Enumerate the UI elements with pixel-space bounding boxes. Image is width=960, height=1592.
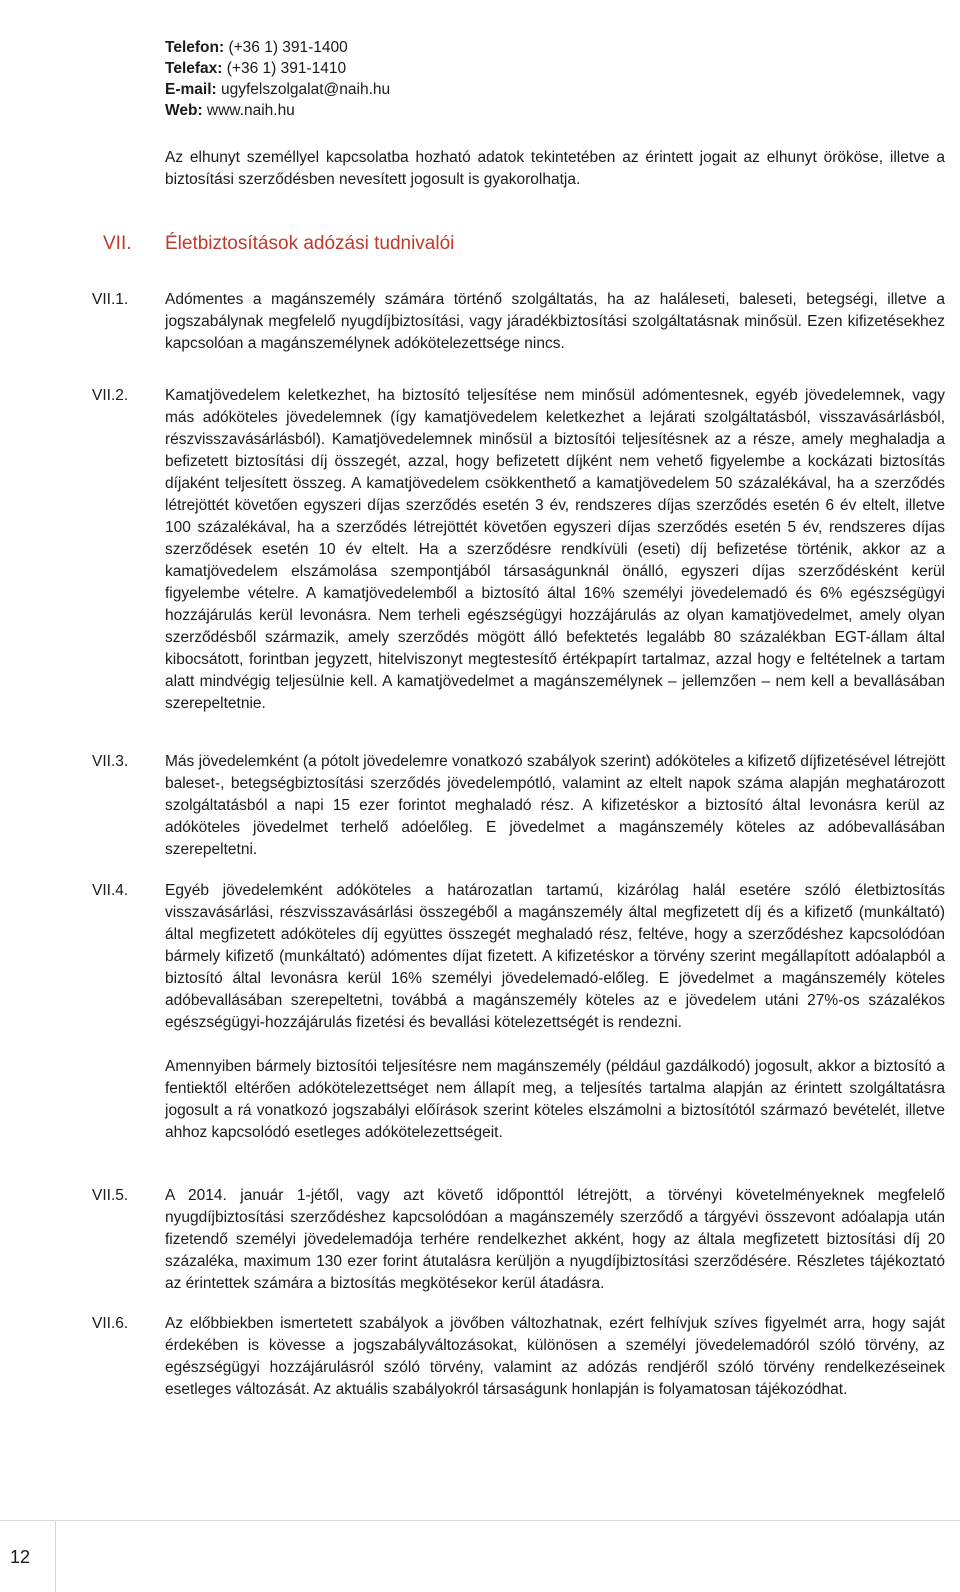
item-number: VII.3. [92,753,129,770]
item-number: VII.4. [92,882,129,899]
item-paragraph: Kamatjövedelem keletkezhet, ha biztosító teljesítése nem minősül adómentesnek, egyéb jövedelemnek, vagy más adóköteles jövedelemnek (így kamatjövedelem keletkezhet a lejárati szolgáltatásból, visszavásárlásból, részvisszavásárlásból). Kamatjövedelemnek minősül a biztosítói teljesítésnek az a része, amely meghaladja a befizetett biztosítási díj összegét, azzal, hogy befizetett díjként nem vehető figyelembe a kockázati biztosítás díjaként teljesített összeg. A kamatjövedelem csökkenthető a kamatjövedelem 50 százalékával, ha a szerződés létrejöttét követően egyszeri díjas szerződés esetén 3 év, rendszeres díjas szerződés esetén 6 év eltelt, illetve 100 százalékával, ha a szerződés létrejöttét követően egyszeri díjas szerződés esetén 5 év, rendszeres díjas szerződések esetén 10 év eltelt. Ha a szerződésre rendkívüli (eseti) díj befizetése történik, akkor az a kamatjövedelem elszámolása szempontjából társaságunknál önálló, egyszeri díjas szerződésként kerül figyelembe vételre. A kamatjövedelemből a biztosító által 16% személyi jövedelemadó és 6% egészségügyi hozzájárulás kerül levonásra. Nem terheli egészségügyi hozzájárulás az olyan kamatjövedelmet, amely olyan szerződésből származik, amely szerződés mögött álló befektetés legalább 80 százalékban EGT-állam által kibocsátott, forintban jegyzett, hitelviszonyt megtestesítő értékpapírt tartalmaz, azzal hogy e feltételnek a tartam alatt mindvégig teljesülnie kell. A kamatjövedelmet a magánszemélynek – jellemzően – nem kell a bevallásában szerepeltetnie. [165,387,945,712]
item-number: VII.2. [92,387,129,404]
item-text [165,289,945,355]
footer-divider [0,1520,960,1521]
item-number: VII.5. [92,1187,129,1204]
item-paragraph: Az előbbiekben ismertetett szabályok a jövőben változhatnak, ezért felhívjuk szíves figyelmét arra, hogy saját érdekében is kövesse a jogszabályváltozásokat, különösen a személyi jövedelemadóról szóló törvény, az egészségügyi hozzájárulásról szóló törvény, valamint az adózás rendjéről szóló törvény rendelkezéseinek esetleges változását. Az aktuális szabályokról társaságunk honlapján is folyamatosan tájékozódhat. [165,1315,945,1398]
section-title: Életbiztosítások adózási tudnivalói [165,233,455,254]
intro-paragraph: Az elhunyt személlyel kapcsolatba hozható adatok tekintetében az érintett jogait az elhunyt örököse, illetve a biztosítási szerződésben nevesített jogosult is gyakorolhatja. [165,149,945,188]
item-text [165,1185,945,1295]
item-text [165,751,945,861]
contact-phone: Telefon: (+36 1) 391-1400 [165,39,348,56]
item-number: VII.1. [92,291,129,308]
contact-web: Web: www.naih.hu [165,102,295,119]
section-number: VII. [103,233,132,254]
item-text [165,880,945,1144]
item-text [165,385,945,715]
contact-email: E-mail: ugyfelszolgalat@naih.hu [165,81,391,98]
contact-fax: Telefax: (+36 1) 391-1410 [165,60,347,77]
contact-block [165,37,390,121]
item-paragraph: Egyéb jövedelemként adóköteles a határozatlan tartamú, kizárólag halál esetére szóló életbiztosítás visszavásárlási, részvisszavásárlási összegéből a magánszemély által megfizetett díj és a kifizető (munkáltató) által megfizetett adóköteles díj együttes összegét meghaladó rész, feltéve, hogy a szerződéshez kapcsolódóan bármely kifizető (munkáltató) adómentes díjat fizetett. A kifizetéskor a törvény szerint megállapított adóalapból a biztosító által levonásra kerül 16% személyi jövedelemadó-előleg. E jövedelmet a magánszemély köteles adóbevallásában szerepeltetni, továbbá a magánszemély köteles az e jövedelem utáni 27%-os százalékos egészségügyi-hozzájárulás fizetési és bevallási kötelezettségét is rendezni. [165,882,945,1031]
page-number: 12 [10,1547,31,1567]
item-paragraph: Amennyiben bármely biztosítói teljesítésre nem magánszemély (például gazdálkodó) jogosult, akkor a biztosító a fentiektől eltérően adókötelezettséget nem állapít meg, a teljesítés tartalma alapján az érintett szolgáltatásra jogosult a rá vonatkozó jogszabályi előírások szerint köteles elszámolni a biztosítótól származó bevételét, illetve ahhoz kapcsolódó esetleges adókötelezettségeit. [165,1058,945,1141]
item-number: VII.6. [92,1315,129,1332]
item-paragraph: Más jövedelemként (a pótolt jövedelemre vonatkozó szabályok szerint) adóköteles a kifizető díjfizetésével létrejött baleset-, betegségbiztosítási szerződés jövedelempótló, valamint az eltelt napok száma alapján meghatározott szolgáltatásból a napi 15 ezer forintot meghaladó rész. A kifizetéskor a biztosító által levonásra kerül az adóköteles jövedelmet terhelő adóelőleg. E jövedelmet a magánszemély köteles az adóbevallásában szerepeltetni. [165,753,945,858]
item-text [165,1313,945,1401]
footer-vertical-divider [55,1520,56,1592]
item-paragraph: Adómentes a magánszemély számára történő szolgáltatás, ha az haláleseti, baleseti, betegségi, illetve a jogszabálynak megfelelő nyugdíjbiztosítási, vagy járadékbiztosítási szolgáltatásnak minősül. Ezen kifizetésekhez kapcsolóan a magánszemélynek adókötelezettsége nincs. [165,291,945,352]
item-paragraph: A 2014. január 1-jétől, vagy azt követő időponttól létrejött, a törvényi követelményeknek megfelelő nyugdíjbiztosítási szerződéshez kapcsolódóan a magánszemély szerződő a tárgyévi összevont adóalapja után fizetendő személyi jövedelemadója terhére rendelkezhet akként, hogy az általa megfizetett biztosítási díj 20 százaléka, maximum 130 ezer forint átutalásra kerüljön a nyugdíjbiztosítási szerződésére. Részletes tájékoztató az érintettek számára a biztosítás megkötésekor kerül átadásra. [165,1187,945,1292]
